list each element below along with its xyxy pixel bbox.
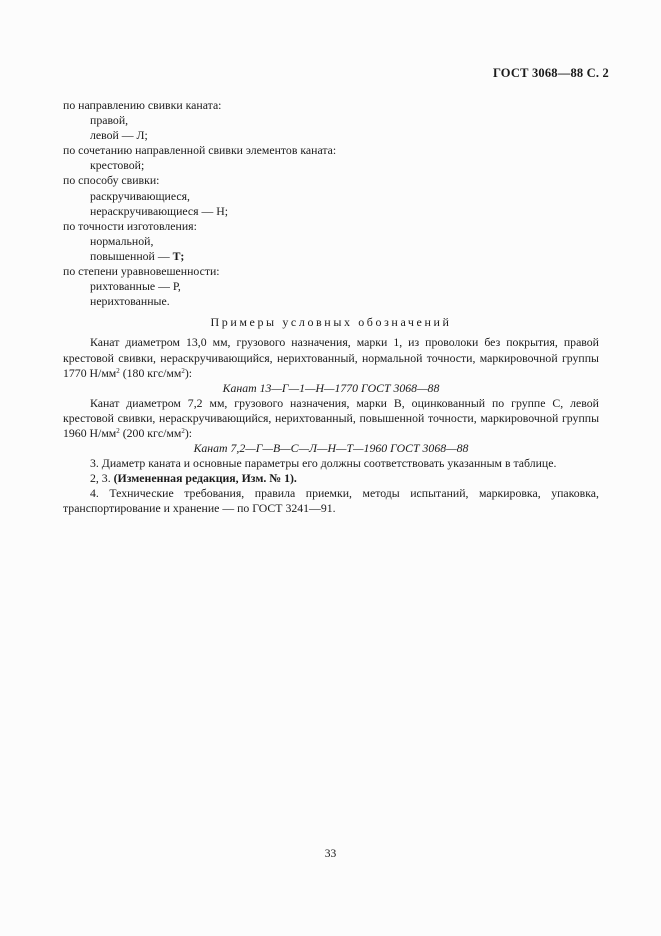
examples-heading: Примеры условных обозначений bbox=[210, 315, 452, 330]
superscript: 2 bbox=[116, 426, 120, 435]
body-text bbox=[63, 98, 599, 517]
classification-item: нераскручивающиеся — Н; bbox=[90, 203, 229, 218]
page-number: 33 bbox=[324, 848, 337, 860]
clause-4: 4. Технические требования, правила приемки, методы испытаний, маркировка, упаковка, транспортирование и хранение — по ГОСТ 3241—91. bbox=[63, 486, 599, 516]
classification-item: раскручивающиеся, bbox=[90, 188, 190, 203]
classification-code: Т; bbox=[172, 248, 185, 263]
classification-item: крестовой; bbox=[90, 158, 145, 173]
example-2-text: ): bbox=[184, 425, 193, 440]
classification-item-text: повышенной — bbox=[90, 248, 173, 263]
document-header: ГОСТ 3068—88 С. 2 bbox=[492, 66, 609, 80]
superscript: 2 bbox=[116, 366, 120, 375]
classification-item: рихтованные — Р, bbox=[90, 279, 181, 294]
classification-label: по направлению свивки каната: bbox=[63, 98, 222, 112]
example-1-text: Канат диаметром 13,0 мм, грузового назначения, марки 1, из проволоки без покрытия, правой крестовой свивки, нераскручивающийся, нерихтованный, нормальной точности, маркировочной группы 1770 Н/мм bbox=[63, 335, 599, 380]
classification-label: по степени уравновешенности: bbox=[63, 264, 220, 279]
classification-item bbox=[63, 249, 599, 264]
classification-label: по точности изготовления: bbox=[63, 218, 197, 233]
amendment-note bbox=[63, 471, 599, 486]
superscript: 2 bbox=[181, 426, 185, 435]
classification-item: нормальной, bbox=[90, 233, 154, 248]
example-2-text: Канат диаметром 7,2 мм, грузового назначения, марки В, оцинкованный по группе С, левой крестовой свивки, нераскручивающийся, нерихтованный, повышенной точности, маркировочной группы 1960 Н/мм bbox=[63, 395, 599, 440]
clause-3: 3. Диаметр каната и основные параметры его должны соответствовать указанным в таблице. bbox=[90, 456, 557, 471]
amendment-prefix: 2, 3. bbox=[90, 471, 114, 486]
example-1-description bbox=[63, 335, 599, 380]
classification-label: по способу свивки: bbox=[63, 173, 160, 188]
classification-item: левой — Л; bbox=[90, 128, 148, 143]
example-1-text: ): bbox=[184, 365, 193, 380]
example-1-text: (180 кгс/мм bbox=[119, 365, 182, 380]
example-2-description bbox=[63, 396, 599, 441]
superscript: 2 bbox=[181, 366, 185, 375]
classification-item: правой, bbox=[90, 113, 129, 128]
amendment-bold: (Измененная редакция, Изм. № 1). bbox=[113, 471, 297, 486]
classification-item: нерихтованные. bbox=[90, 294, 170, 309]
example-2-designation: Канат 7,2—Г—В—С—Л—Н—Т—1960 ГОСТ 3068—88 bbox=[193, 441, 469, 456]
example-1-designation: Канат 13—Г—1—Н—1770 ГОСТ 3068—88 bbox=[222, 380, 440, 395]
example-2-text: (200 кгс/мм bbox=[119, 425, 182, 440]
classification-label: по сочетанию направленной свивки элементов каната: bbox=[63, 143, 337, 158]
